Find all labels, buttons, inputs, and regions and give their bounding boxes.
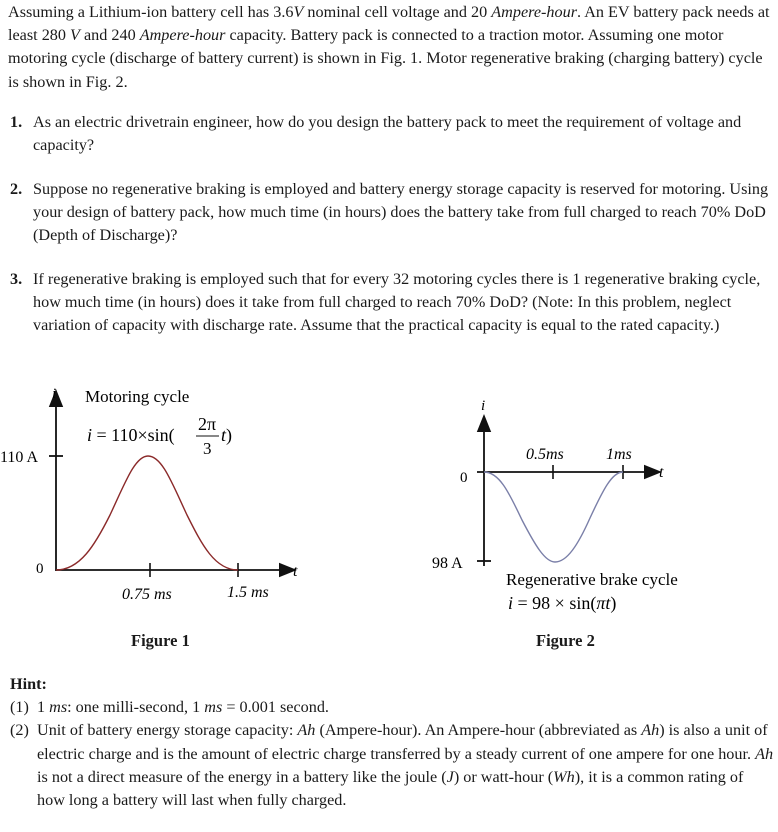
- question-number: 2.: [10, 180, 23, 198]
- question-1: [10, 111, 770, 157]
- x-tick-label: 0.5ms: [526, 446, 564, 463]
- figure-1-chart: [0, 380, 320, 620]
- y-axis-label: i: [481, 398, 486, 414]
- question-text: If regenerative braking is employed such that for every 32 motoring cycles there is 1 regenerative braking cycle, how much time (in hours) does it take from full charged to reach 70% DoD? (Note: In this problem, neglect variation of capacity with discharge rate. Assume that the practical capacity is equal to the rated capacity.): [33, 270, 761, 335]
- equation: i = 110×sin(: [87, 425, 175, 445]
- figure-2-chart: [420, 380, 760, 620]
- x-tick-label: 1.5 ms: [227, 584, 269, 601]
- question-text: As an electric drivetrain engineer, how do you design the battery pack to meet the requirement of voltage and capacity?: [33, 113, 742, 155]
- question-number: 1.: [10, 113, 23, 131]
- hint-text: 1 ms: one milli-second, 1 ms = 0.001 second.: [37, 698, 329, 717]
- question-number: 3.: [10, 270, 23, 288]
- hint-section: [10, 673, 775, 812]
- y-tick-label: 110 A: [0, 449, 39, 466]
- x-axis-label: t: [293, 563, 298, 580]
- x-axis-label: t: [659, 464, 664, 481]
- problem-intro: Assuming a Lithium-ion battery cell has 3.6V nominal cell voltage and 20 Ampere-hour. An EV battery pack needs at least 280 V and 240 Ampere-hour capacity. Battery pack is connected to a traction motor. Assuming one motor motoring cycle (discharge of battery current) is shown in Fig. 1. Motor regenerative braking (charging battery) cycle is shown in Fig. 2.: [8, 3, 770, 91]
- svg-text:t): t): [221, 425, 233, 445]
- x-tick-label: 0.75 ms: [122, 586, 172, 603]
- equation: i = 98 × sin(πt): [508, 593, 617, 613]
- question-3: [10, 268, 770, 338]
- origin-label: 0: [460, 470, 468, 486]
- regen-current-curve: [484, 472, 623, 562]
- chart-title: Regenerative brake cycle: [506, 570, 678, 589]
- hint-item-1: [10, 696, 775, 719]
- y-tick-label: 98 A: [432, 555, 463, 572]
- hint-title: Hint:: [10, 675, 47, 693]
- hint-number: (2): [10, 721, 29, 740]
- origin-label: 0: [36, 561, 44, 577]
- x-tick-label: 1ms: [606, 446, 632, 463]
- hint-text: Unit of battery energy storage capacity: Ah (Ampere-hour). An Ampere-hour (abbreviated as Ah) is also a unit of electric charge and is the amount of electric charge transferred by a steady current of one ampere for one hour. Ah is not a direct measure of the energy in a battery like the joule (J) or watt-hour (Wh), it is a common rating of how long a battery will last when fully charged.: [37, 721, 774, 810]
- question-2: [10, 178, 770, 248]
- hint-item-2: [10, 719, 775, 812]
- figure-1-caption: Figure 1: [131, 631, 190, 650]
- hint-number: (1): [10, 698, 29, 717]
- figure-2-caption: Figure 2: [536, 631, 595, 650]
- chart-title: Motoring cycle: [85, 387, 190, 406]
- y-axis-label: i: [52, 386, 57, 402]
- question-text: Suppose no regenerative braking is employed and battery energy storage capacity is reserved for motoring. Using your design of battery pack, how much time (in hours) does the battery take from full charged to reach 70% DoD (Depth of Discharge)?: [33, 180, 769, 245]
- motoring-current-curve: [56, 456, 238, 570]
- svg-text:2π: 2π: [198, 414, 217, 434]
- svg-text:3: 3: [203, 439, 212, 458]
